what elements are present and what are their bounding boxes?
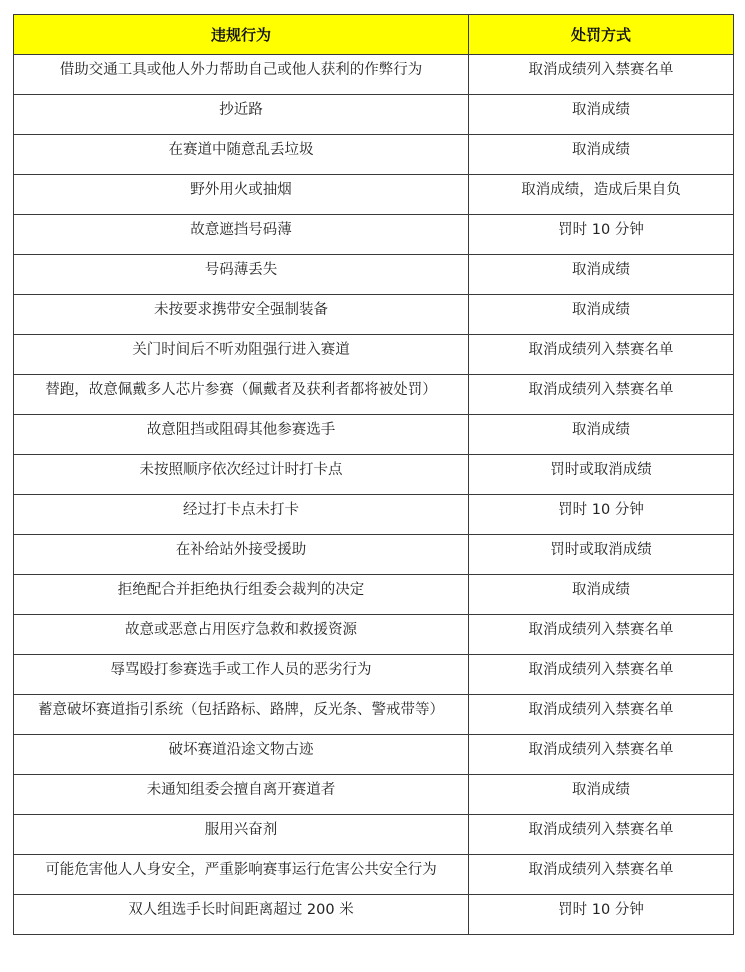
penalty-cell: 取消成绩列入禁赛名单 (469, 375, 734, 415)
violation-cell: 抄近路 (14, 95, 469, 135)
table-row (14, 655, 734, 695)
violation-cell: 故意或恶意占用医疗急救和救援资源 (14, 615, 469, 655)
table-row (14, 255, 734, 295)
penalty-cell: 取消成绩，造成后果自负 (469, 175, 734, 215)
table-row (14, 335, 734, 375)
violation-cell: 辱骂殴打参赛选手或工作人员的恶劣行为 (14, 655, 469, 695)
penalty-table-container (13, 14, 733, 935)
penalty-cell: 取消成绩 (469, 575, 734, 615)
penalty-cell: 取消成绩 (469, 415, 734, 455)
table-body (14, 55, 734, 935)
violation-cell: 野外用火或抽烟 (14, 175, 469, 215)
violation-cell: 拒绝配合并拒绝执行组委会裁判的决定 (14, 575, 469, 615)
header-penalty: 处罚方式 (469, 15, 734, 55)
violation-cell: 在赛道中随意乱丢垃圾 (14, 135, 469, 175)
penalty-cell: 罚时 10 分钟 (469, 895, 734, 935)
table-row (14, 735, 734, 775)
table-row (14, 895, 734, 935)
penalty-cell: 取消成绩列入禁赛名单 (469, 615, 734, 655)
penalty-cell: 取消成绩列入禁赛名单 (469, 735, 734, 775)
penalty-table (13, 14, 734, 935)
violation-cell: 未按要求携带安全强制装备 (14, 295, 469, 335)
violation-cell: 破坏赛道沿途文物古迹 (14, 735, 469, 775)
penalty-cell: 取消成绩列入禁赛名单 (469, 815, 734, 855)
table-row (14, 615, 734, 655)
table-row (14, 175, 734, 215)
table-row (14, 95, 734, 135)
penalty-cell: 取消成绩列入禁赛名单 (469, 335, 734, 375)
table-row (14, 535, 734, 575)
penalty-cell: 取消成绩列入禁赛名单 (469, 855, 734, 895)
violation-cell: 未按照顺序依次经过计时打卡点 (14, 455, 469, 495)
penalty-cell: 取消成绩 (469, 95, 734, 135)
table-row (14, 455, 734, 495)
penalty-cell: 取消成绩 (469, 255, 734, 295)
penalty-cell: 取消成绩列入禁赛名单 (469, 55, 734, 95)
table-row (14, 415, 734, 455)
violation-cell: 未通知组委会擅自离开赛道者 (14, 775, 469, 815)
table-row (14, 855, 734, 895)
penalty-cell: 罚时 10 分钟 (469, 495, 734, 535)
penalty-cell: 取消成绩列入禁赛名单 (469, 695, 734, 735)
table-row (14, 775, 734, 815)
violation-cell: 经过打卡点未打卡 (14, 495, 469, 535)
violation-cell: 可能危害他人人身安全，严重影响赛事运行危害公共安全行为 (14, 855, 469, 895)
violation-cell: 故意遮挡号码薄 (14, 215, 469, 255)
table-row (14, 375, 734, 415)
violation-cell: 替跑，故意佩戴多人芯片参赛（佩戴者及获利者都将被处罚） (14, 375, 469, 415)
table-row (14, 495, 734, 535)
table-row (14, 815, 734, 855)
violation-cell: 服用兴奋剂 (14, 815, 469, 855)
penalty-cell: 取消成绩 (469, 295, 734, 335)
penalty-cell: 罚时或取消成绩 (469, 535, 734, 575)
penalty-cell: 取消成绩 (469, 775, 734, 815)
table-row (14, 215, 734, 255)
violation-cell: 故意阻挡或阻碍其他参赛选手 (14, 415, 469, 455)
table-row (14, 55, 734, 95)
violation-cell: 关门时间后不听劝阻强行进入赛道 (14, 335, 469, 375)
table-row (14, 295, 734, 335)
table-row (14, 695, 734, 735)
violation-cell: 双人组选手长时间距离超过 200 米 (14, 895, 469, 935)
violation-cell: 在补给站外接受援助 (14, 535, 469, 575)
penalty-cell: 罚时 10 分钟 (469, 215, 734, 255)
table-row (14, 135, 734, 175)
violation-cell: 号码薄丢失 (14, 255, 469, 295)
table-header-row (14, 15, 734, 55)
header-violation: 违规行为 (14, 15, 469, 55)
table-row (14, 575, 734, 615)
violation-cell: 蓄意破坏赛道指引系统（包括路标、路牌，反光条、警戒带等） (14, 695, 469, 735)
penalty-cell: 罚时或取消成绩 (469, 455, 734, 495)
violation-cell: 借助交通工具或他人外力帮助自己或他人获利的作弊行为 (14, 55, 469, 95)
penalty-cell: 取消成绩列入禁赛名单 (469, 655, 734, 695)
penalty-cell: 取消成绩 (469, 135, 734, 175)
